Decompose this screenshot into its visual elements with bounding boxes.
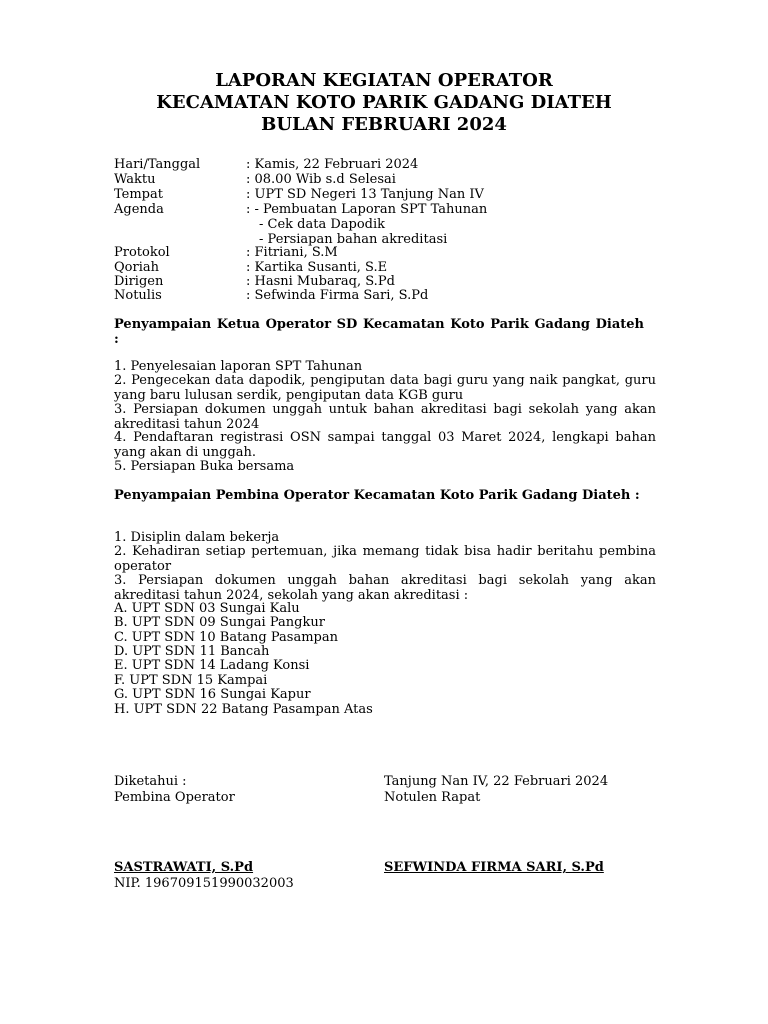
list-item: 1. Penyelesaian laporan SPT Tahunan bbox=[114, 359, 363, 374]
list-item: 4. Pendaftaran registrasi OSN sampai tanggal 03 Maret 2024, lengkapi bahan yang akan di unggah. bbox=[114, 430, 656, 460]
info-value: : Fitriani, S.M bbox=[246, 245, 338, 260]
right-signer-role: Notulen Rapat bbox=[384, 790, 481, 805]
report-title-line-2: KECAMATAN KOTO PARIK GADANG DIATEH bbox=[156, 92, 612, 113]
school-item: F. UPT SDN 15 Kampai bbox=[114, 673, 268, 688]
info-label: Agenda bbox=[114, 202, 164, 217]
info-value: : Kartika Susanti, S.E bbox=[246, 260, 388, 275]
info-value: : Hasni Mubaraq, S.Pd bbox=[246, 274, 395, 289]
place-date-line: Tanjung Nan IV, 22 Februari 2024 bbox=[384, 774, 609, 789]
info-value: : Kamis, 22 Februari 2024 bbox=[246, 157, 419, 172]
left-signer-role: Pembina Operator bbox=[114, 790, 235, 805]
school-item: H. UPT SDN 22 Batang Pasampan Atas bbox=[114, 702, 373, 717]
agenda-item: - Cek data Dapodik bbox=[259, 217, 386, 232]
left-signer-name: SASTRAWATI, S.Pd bbox=[114, 860, 254, 875]
info-value: : 08.00 Wib s.d Selesai bbox=[246, 172, 396, 187]
school-item: G. UPT SDN 16 Sungai Kapur bbox=[114, 687, 311, 702]
info-value: : Sefwinda Firma Sari, S.Pd bbox=[246, 288, 429, 303]
list-item: 2. Pengecekan data dapodik, pengiputan data bagi guru yang naik pangkat, guru yang baru lulusan serdik, pengiputan data KGB guru bbox=[114, 373, 656, 403]
section-heading-supervisor: Penyampaian Pembina Operator Kecamatan Koto Parik Gadang Diateh : bbox=[114, 488, 640, 503]
info-label: Qoriah bbox=[114, 260, 159, 275]
left-signer-nip: NIP. 196709151990032003 bbox=[114, 876, 294, 891]
info-value: : UPT SD Negeri 13 Tanjung Nan IV bbox=[246, 187, 484, 202]
school-item: D. UPT SDN 11 Bancah bbox=[114, 644, 270, 659]
list-item: 2. Kehadiran setiap pertemuan, jika memang tidak bisa hadir beritahu pembina operator bbox=[114, 544, 656, 574]
section-heading-chair: Penyampaian Ketua Operator SD Kecamatan Koto Parik Gadang Diateh : bbox=[114, 317, 644, 347]
school-item: C. UPT SDN 10 Batang Pasampan bbox=[114, 630, 338, 645]
info-label: Dirigen bbox=[114, 274, 164, 289]
school-item: B. UPT SDN 09 Sungai Pangkur bbox=[114, 615, 325, 630]
report-title-line-1: LAPORAN KEGIATAN OPERATOR bbox=[215, 70, 553, 91]
report-title-line-3: BULAN FEBRUARI 2024 bbox=[261, 114, 507, 135]
info-label: Protokol bbox=[114, 245, 170, 260]
school-item: A. UPT SDN 03 Sungai Kalu bbox=[114, 601, 300, 616]
info-label: Waktu bbox=[114, 172, 156, 187]
info-label: Tempat bbox=[114, 187, 163, 202]
agenda-item: - Persiapan bahan akreditasi bbox=[259, 232, 448, 247]
right-signer-name: SEFWINDA FIRMA SARI, S.Pd bbox=[384, 860, 604, 875]
list-item: 1. Disiplin dalam bekerja bbox=[114, 530, 280, 545]
list-item: 5. Persiapan Buka bersama bbox=[114, 459, 295, 474]
info-value: : - Pembuatan Laporan SPT Tahunan bbox=[246, 202, 488, 217]
list-item: 3. Persiapan dokumen unggah bahan akreditasi bagi sekolah yang akan akreditasi tahun 2024, sekolah yang akan akreditasi : bbox=[114, 573, 656, 603]
acknowledged-label: Diketahui : bbox=[114, 774, 187, 789]
info-label: Hari/Tanggal bbox=[114, 157, 201, 172]
school-item: E. UPT SDN 14 Ladang Konsi bbox=[114, 658, 310, 673]
list-item: 3. Persiapan dokumen unggah untuk bahan akreditasi bagi sekolah yang akan akreditasi tahun 2024 bbox=[114, 402, 656, 432]
info-label: Notulis bbox=[114, 288, 162, 303]
